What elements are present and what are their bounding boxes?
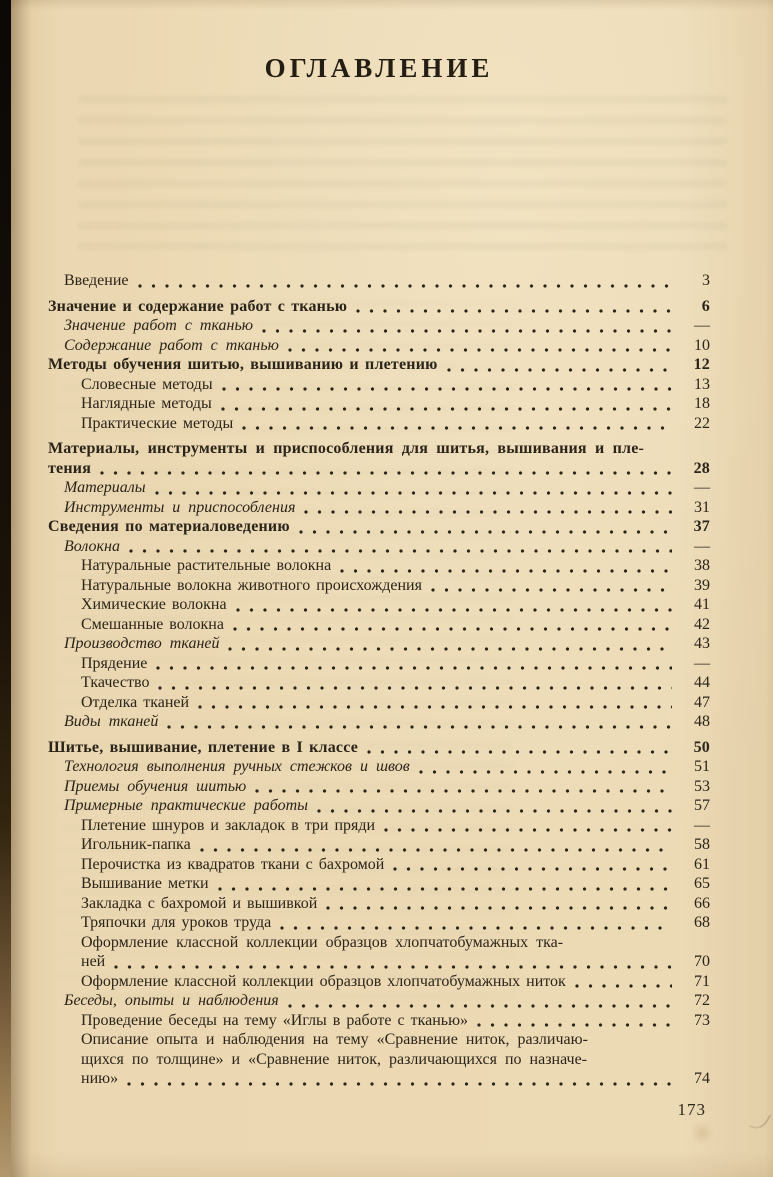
toc-entry <box>48 459 710 479</box>
dot-leader <box>288 1003 672 1009</box>
toc-entry-title: Приемы обучения шитью <box>64 777 247 795</box>
toc-entry-page: 70 <box>694 953 710 970</box>
toc-entry-title: Введение <box>64 272 129 289</box>
toc-entry <box>48 1069 710 1089</box>
toc-entry-title: Производство тканей <box>64 635 220 652</box>
dot-leader <box>280 925 672 931</box>
toc-entry-title: Описание опыта и наблюдения на тему «Сравнение ниток, различаю- <box>81 1031 588 1048</box>
dot-leader <box>222 386 672 392</box>
dot-leader <box>384 827 672 833</box>
toc-entry <box>48 913 710 933</box>
toc-entry-title: Прядение <box>81 654 148 672</box>
toc-entry-title: Смешанные волокна <box>81 615 224 633</box>
dot-leader <box>242 425 672 431</box>
toc-entry-page: 6 <box>701 297 710 315</box>
toc-entry <box>48 1050 710 1070</box>
toc-entry-page: 73 <box>694 1011 710 1029</box>
toc-entry-page: 39 <box>694 576 710 594</box>
toc-entry <box>48 952 710 972</box>
dot-leader <box>288 347 672 353</box>
toc-entry-title: Практические методы <box>81 414 234 432</box>
dot-leader <box>221 406 672 412</box>
dot-leader <box>100 470 672 476</box>
toc-entry-title: Наглядные методы <box>81 395 212 412</box>
toc-entry-page: 10 <box>694 336 710 354</box>
toc-entry <box>48 478 710 498</box>
dot-leader <box>447 367 672 373</box>
toc-entry <box>48 693 710 713</box>
dot-leader <box>127 1081 672 1087</box>
toc-entry-page: 74 <box>694 1070 710 1087</box>
toc-entry-title: Химические волокна <box>81 596 227 613</box>
toc-entry-page: 28 <box>693 459 710 477</box>
toc-entry-title: Виды тканей <box>64 713 159 730</box>
toc-entry-page: 12 <box>693 356 710 373</box>
toc-entry <box>48 972 710 992</box>
toc-entry-page: 71 <box>694 972 710 990</box>
dot-leader <box>167 724 672 730</box>
toc-entry <box>48 712 710 732</box>
toc-entry <box>48 757 710 777</box>
toc-entry-title: Оформление классной коллекции образцов хлопчатобумажных ниток <box>81 972 566 990</box>
toc-entry <box>48 777 710 797</box>
toc-entry-page: 51 <box>694 758 710 775</box>
dot-leader <box>156 665 672 671</box>
toc-entry <box>48 517 710 537</box>
toc-entry-page: 22 <box>694 414 710 432</box>
toc-entry-title: Натуральные волокна животного происхождения <box>81 576 422 594</box>
toc-entry-title: Игольник-папка <box>81 836 191 853</box>
toc-entry-title: Натуральные растительные волокна <box>81 557 332 574</box>
pencil-mark <box>748 1111 771 1131</box>
toc-entry-page: 18 <box>694 395 710 412</box>
toc-entry <box>48 498 710 518</box>
toc-entry-page: — <box>694 816 710 834</box>
toc-entry <box>48 375 710 395</box>
toc-entry-title: Технология выполнения ручных стежков и швов <box>64 758 410 775</box>
toc-entry <box>48 336 710 356</box>
toc-entry <box>48 894 710 914</box>
toc-entry-page: 42 <box>694 615 710 633</box>
toc-entry <box>48 673 710 693</box>
dot-leader <box>299 529 672 535</box>
toc-entry <box>48 355 710 375</box>
toc-entry-page: — <box>694 654 710 672</box>
toc-entry-page: 53 <box>694 777 710 795</box>
toc-entry-title: нию» <box>81 1070 119 1087</box>
toc-entry <box>48 796 710 816</box>
toc-entry <box>48 271 710 291</box>
toc-entry <box>48 439 710 459</box>
page-number: 173 <box>677 1100 706 1119</box>
toc-entry-page: 38 <box>694 557 710 574</box>
toc-entry <box>48 615 710 635</box>
dot-leader <box>262 328 672 334</box>
toc-entry <box>48 738 710 758</box>
toc-entry-title: Словесные методы <box>81 375 213 393</box>
toc-entry-page: 50 <box>693 738 710 756</box>
toc-entry-title: Беседы, опыты и наблюдения <box>64 992 279 1009</box>
dot-leader <box>431 587 672 593</box>
toc-entry-title: Отделка тканей <box>81 693 190 711</box>
dot-leader <box>155 490 672 496</box>
toc-entry-title: Материалы <box>64 479 146 496</box>
toc-entry-title: Тряпочки для уроков труда <box>81 914 272 931</box>
dot-leader <box>326 905 672 911</box>
toc-entry <box>48 835 710 855</box>
page-title: ОГЛАВЛЕНИЕ <box>264 53 494 83</box>
toc-entry-title: Содержание работ с тканью <box>64 336 279 354</box>
toc-entry-page: 43 <box>694 635 710 652</box>
toc-entry-title: Сведения по материаловедению <box>48 518 290 535</box>
toc-entry <box>48 595 710 615</box>
dot-leader <box>233 626 672 632</box>
toc-entry <box>48 556 710 576</box>
toc-entry <box>48 1030 710 1050</box>
toc-entry <box>48 316 710 336</box>
toc-entry <box>48 933 710 953</box>
toc-entry-page: — <box>694 537 710 555</box>
toc-entry-page: 66 <box>694 894 710 912</box>
toc-entry-page: 61 <box>694 855 710 873</box>
toc-entry <box>48 991 710 1011</box>
dot-leader <box>367 749 672 755</box>
toc-entry-title: Инструменты и приспособления <box>64 498 296 516</box>
toc-entry-page: 72 <box>694 992 710 1009</box>
toc-entry-page: 68 <box>694 914 710 931</box>
toc-entry-title: Ткачество <box>81 674 150 691</box>
dot-leader <box>477 1022 672 1028</box>
toc-entry-title: Значение работ с тканью <box>64 317 254 334</box>
toc-entry-title: Плетение шнуров и закладок в три пряди <box>81 816 376 834</box>
toc-entry <box>48 1011 710 1031</box>
toc-entry-title: Волокна <box>64 537 120 555</box>
toc-entry <box>48 394 710 414</box>
toc-entry-page: 3 <box>702 272 710 289</box>
toc-entry-page: 58 <box>694 836 710 853</box>
dot-leader <box>356 308 672 314</box>
reverse-side-showthrough <box>78 96 727 264</box>
toc-entry <box>48 874 710 894</box>
toc-entry <box>48 576 710 596</box>
toc-entry-page: 44 <box>694 674 710 691</box>
toc-entry-page: 41 <box>694 596 710 613</box>
toc-entry <box>48 855 710 875</box>
paper-stain <box>689 1122 715 1144</box>
dot-leader <box>419 769 672 775</box>
table-of-contents <box>48 271 710 1089</box>
toc-entry-page: 37 <box>693 518 710 535</box>
toc-entry-title: Примерные практические работы <box>64 797 309 814</box>
toc-entry-page: 57 <box>694 797 710 814</box>
toc-entry-title: Методы обучения шитью, вышиванию и плетению <box>48 356 438 373</box>
dot-leader <box>114 964 672 970</box>
toc-entry-title: Шитье, вышивание, плетение в I классе <box>48 738 359 756</box>
toc-entry-title: Оформление классной коллекции образцов хлопчатобумажных тка- <box>81 933 564 951</box>
toc-entry-page: 31 <box>694 498 710 516</box>
dot-leader <box>138 283 673 289</box>
toc-entry-page: 48 <box>694 713 710 730</box>
dot-leader <box>340 568 672 574</box>
dot-leader <box>158 685 672 691</box>
toc-entry <box>48 816 710 836</box>
dot-leader <box>228 646 672 652</box>
toc-entry-title: ней <box>81 953 106 970</box>
toc-entry <box>48 414 710 434</box>
toc-entry-title: Проведение беседы на тему «Иглы в работе с тканью» <box>81 1011 469 1029</box>
toc-entry <box>48 297 710 317</box>
dot-leader <box>317 808 672 814</box>
toc-entry-page: 13 <box>694 375 710 393</box>
toc-entry-title: тения <box>48 459 92 477</box>
dot-leader <box>575 983 672 989</box>
dot-leader <box>255 788 672 794</box>
toc-entry-title: Закладка с бахромой и вышивкой <box>81 894 318 912</box>
toc-entry-page: 65 <box>694 875 710 892</box>
toc-entry-page: — <box>694 317 710 334</box>
toc-entry-title: щихся по толщине» и «Сравнение ниток, различающихся по назначе- <box>81 1050 588 1068</box>
dot-leader <box>304 509 672 515</box>
toc-entry <box>48 634 710 654</box>
toc-entry <box>48 654 710 674</box>
toc-entry-page: 47 <box>694 693 710 711</box>
dot-leader <box>198 704 672 710</box>
toc-entry-title: Вышивание метки <box>81 875 209 892</box>
toc-entry-title: Материалы, инструменты и приспособления для шитья, вышивания и пле- <box>48 440 645 457</box>
toc-entry-title: Перочистка из квадратов ткани с бахромой <box>81 855 385 873</box>
dot-leader <box>236 607 672 613</box>
dot-leader <box>393 866 672 872</box>
toc-entry-page: — <box>694 479 710 496</box>
toc-entry <box>48 537 710 557</box>
toc-entry-title: Значение и содержание работ с тканью <box>48 297 348 315</box>
book-gutter-shadow <box>0 0 11 1177</box>
dot-leader <box>129 548 672 554</box>
dot-leader <box>200 847 672 853</box>
dot-leader <box>218 886 672 892</box>
